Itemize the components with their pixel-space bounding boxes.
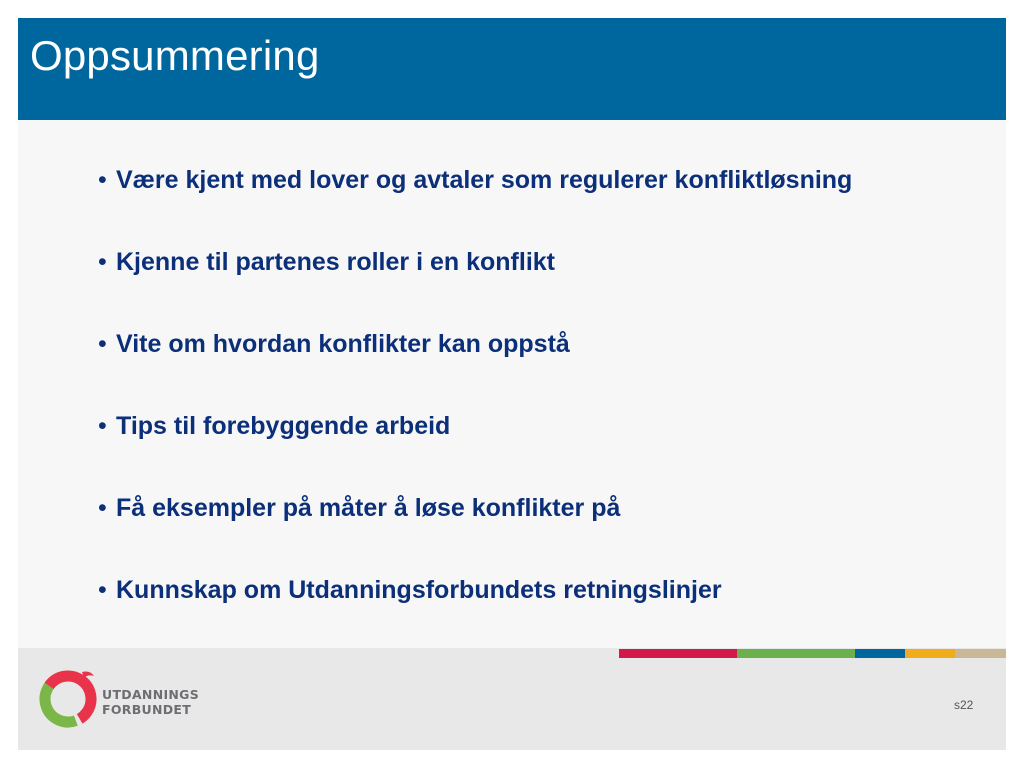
logo-line-1: UTDANNINGS — [102, 687, 200, 702]
color-stripe-green — [737, 649, 855, 658]
bullet-marker: • — [98, 166, 107, 194]
bullet-marker: • — [98, 330, 107, 358]
color-stripe-blue — [855, 649, 905, 658]
bullet-text: Tips til forebyggende arbeid — [116, 412, 451, 440]
color-stripe-yellow — [905, 649, 955, 658]
color-stripe-red — [619, 649, 737, 658]
slide — [18, 18, 1006, 750]
bullet-item — [98, 330, 852, 412]
bullet-marker: • — [98, 494, 107, 522]
utdanningsforbundet-logo — [38, 666, 208, 732]
bullet-text: Få eksempler på måter å løse konflikter på — [116, 494, 621, 522]
bullet-text: Vite om hvordan konflikter kan oppstå — [116, 330, 570, 358]
slide-title: Oppsummering — [30, 32, 320, 79]
bullet-item — [98, 166, 852, 248]
logo-wordmark — [102, 687, 199, 717]
slide-number: s22 — [954, 698, 974, 712]
bullet-item — [98, 576, 852, 658]
bullet-list — [98, 166, 852, 658]
title-bar — [18, 18, 1006, 120]
color-stripe-tan — [955, 649, 1006, 658]
bullet-item — [98, 248, 852, 330]
bullet-marker: • — [98, 576, 107, 604]
bullet-text: Være kjent med lover og avtaler som regulerer konfliktløsning — [116, 166, 853, 194]
bullet-item — [98, 494, 852, 576]
logo-ring-icon — [38, 666, 98, 732]
bullet-marker: • — [98, 412, 107, 440]
bullet-text: Kjenne til partenes roller i en konflikt — [116, 248, 555, 276]
logo-line-2: FORBUNDET — [102, 702, 192, 717]
bullet-text: Kunnskap om Utdanningsforbundets retningslinjer — [116, 576, 722, 604]
bullet-marker: • — [98, 248, 107, 276]
bullet-item — [98, 412, 852, 494]
